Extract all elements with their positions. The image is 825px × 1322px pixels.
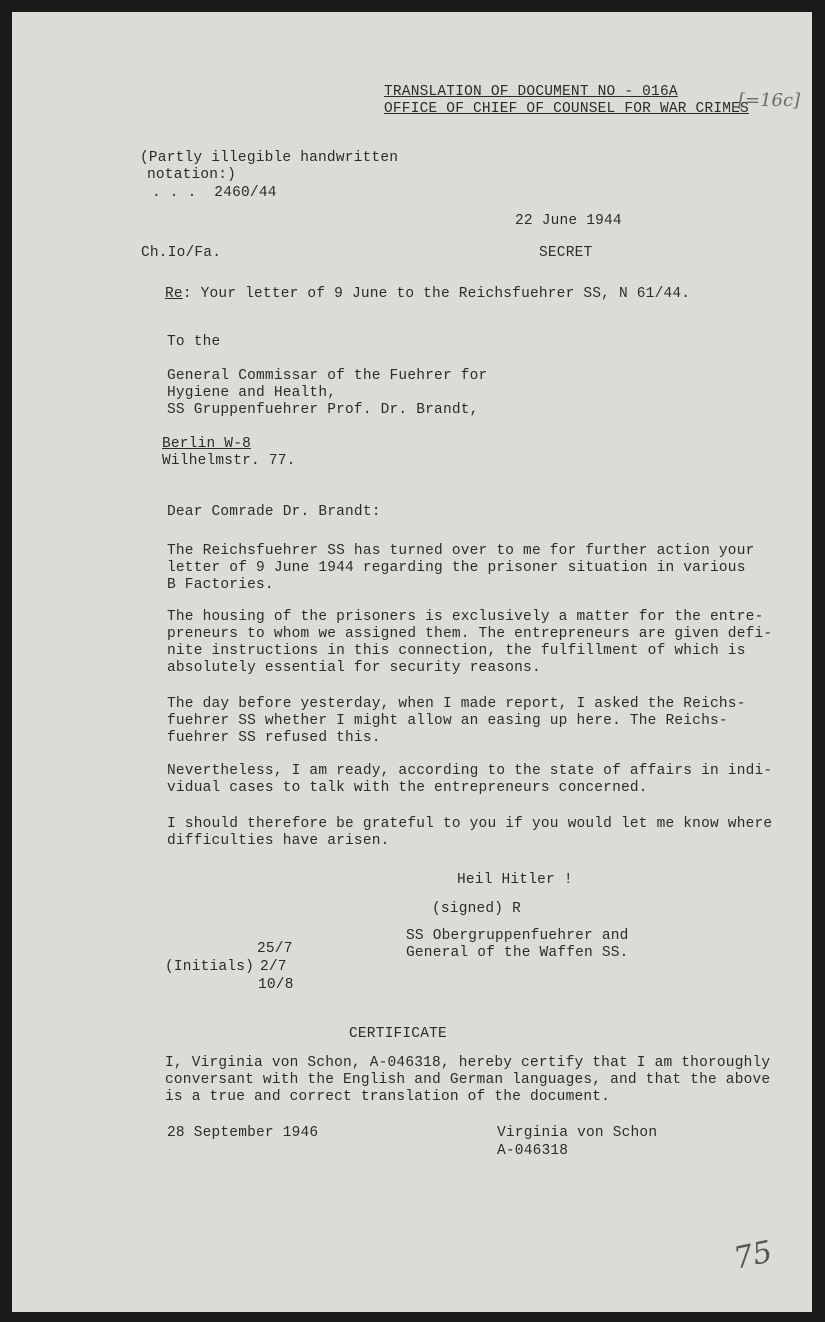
subject-label: Re <box>165 286 183 302</box>
paragraph-2-line-2: preneurs to whom we assigned them. The entrepreneurs are given defi- <box>167 626 773 642</box>
paragraph-1-line-2: letter of 9 June 1944 regarding the prisoner situation in various <box>167 560 746 576</box>
letter-date: 22 June 1944 <box>515 213 622 229</box>
paragraph-5-line-1: I should therefore be grateful to you if you would let me know where <box>167 816 773 832</box>
certificate-line-1: I, Virginia von Schon, A-046318, hereby certify that I am thoroughly <box>165 1055 771 1071</box>
paragraph-2-line-3: nite instructions in this connection, the fulfillment of which is <box>167 643 746 659</box>
addressee-to: To the <box>167 334 221 350</box>
header-office: OFFICE OF CHIEF OF COUNSEL FOR WAR CRIMES <box>384 101 749 117</box>
certificate-date: 28 September 1946 <box>167 1125 319 1141</box>
closing-title-1: SS Obergruppenfuehrer and <box>406 928 629 944</box>
paragraph-5-line-2: difficulties have arisen. <box>167 833 390 849</box>
notation-line-1: (Partly illegible handwritten <box>140 150 399 166</box>
initials-label: (Initials) <box>165 959 255 975</box>
paragraph-3-line-2: fuehrer SS whether I might allow an easing up here. The Reichs- <box>167 713 728 729</box>
initials-date-1: 25/7 <box>257 941 293 957</box>
initials-date-3: 10/8 <box>258 977 294 993</box>
header-translation: TRANSLATION OF DOCUMENT NO - 016A <box>384 84 678 100</box>
closing-title-2: General of the Waffen SS. <box>406 945 629 961</box>
certificate-line-3: is a true and correct translation of the document. <box>165 1089 611 1105</box>
paragraph-3-line-1: The day before yesterday, when I made report, I asked the Reichs- <box>167 696 746 712</box>
paragraph-1-line-3: B Factories. <box>167 577 274 593</box>
document-page <box>12 12 812 1312</box>
handwritten-page-number: 75 <box>730 1234 776 1277</box>
salutation: Dear Comrade Dr. Brandt: <box>167 504 381 520</box>
addressee-city: Berlin W-8 <box>162 436 252 452</box>
paragraph-2-line-1: The housing of the prisoners is exclusively a matter for the entre- <box>167 609 764 625</box>
subject-text: : Your letter of 9 June to the Reichsfuehrer SS, N 61/44. <box>182 286 691 302</box>
reference-code: Ch.Io/Fa. <box>141 245 222 261</box>
subject-line <box>165 286 690 303</box>
initials-date-2: 2/7 <box>260 959 287 975</box>
certificate-line-2: conversant with the English and German languages, and that the above <box>165 1072 771 1088</box>
notation-line-3: . . . 2460/44 <box>152 185 277 201</box>
addressee-line-2: Hygiene and Health, <box>167 385 337 401</box>
addressee-street: Wilhelmstr. 77. <box>162 453 296 469</box>
translator-name: Virginia von Schon <box>497 1125 658 1141</box>
paragraph-4-line-1: Nevertheless, I am ready, according to the state of affairs in indi- <box>167 763 773 779</box>
paragraph-4-line-2: vidual cases to talk with the entrepreneurs concerned. <box>167 780 648 796</box>
paragraph-1-line-1: The Reichsfuehrer SS has turned over to me for further action your <box>167 543 755 559</box>
paragraph-3-line-3: fuehrer SS refused this. <box>167 730 381 746</box>
handwritten-reference: [=16c] <box>738 90 801 111</box>
closing-signed: (signed) R <box>432 901 522 917</box>
closing-greeting: Heil Hitler ! <box>457 872 573 888</box>
classification: SECRET <box>539 245 593 261</box>
addressee-line-3: SS Gruppenfuehrer Prof. Dr. Brandt, <box>167 402 479 418</box>
notation-line-2: notation:) <box>147 167 237 183</box>
certificate-heading: CERTIFICATE <box>349 1026 447 1042</box>
paragraph-2-line-4: absolutely essential for security reasons. <box>167 660 541 676</box>
addressee-line-1: General Commissar of the Fuehrer for <box>167 368 488 384</box>
translator-id: A-046318 <box>497 1143 569 1159</box>
